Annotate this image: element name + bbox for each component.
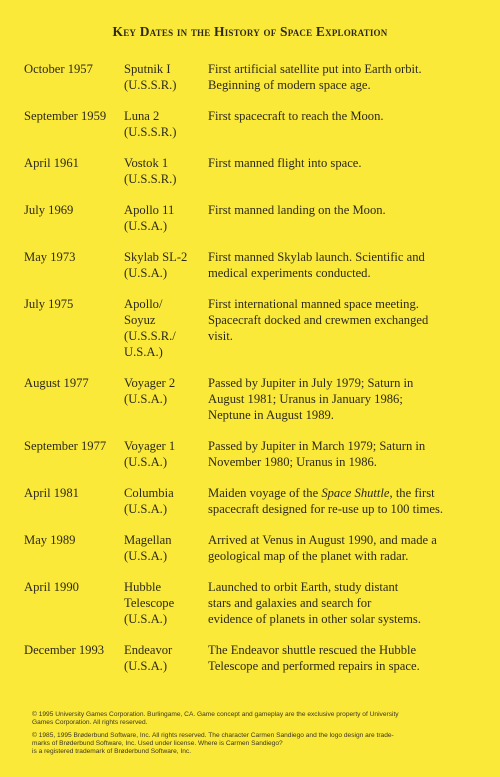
spacecraft-line: Magellan xyxy=(124,533,172,547)
event-date: October 1957 xyxy=(24,62,93,76)
spacecraft-line: (U.S.A.) xyxy=(124,502,168,516)
event-description xyxy=(208,296,483,344)
event-description xyxy=(208,61,483,93)
spacecraft-line: U.S.A.) xyxy=(124,345,163,359)
event-spacecraft xyxy=(124,485,208,517)
spacecraft-line: Telescope xyxy=(124,596,175,610)
event-spacecraft xyxy=(124,579,208,627)
spacecraft-line: Apollo/ xyxy=(124,297,163,311)
timeline-row xyxy=(24,485,484,517)
spacecraft-line: (U.S.S.R./ xyxy=(124,329,176,343)
spacecraft-line: Voyager 1 xyxy=(124,439,176,453)
event-date: July 1969 xyxy=(24,203,74,217)
event-spacecraft xyxy=(124,438,208,470)
copyright-line: Games Corporation. All rights reserved. xyxy=(32,719,148,726)
event-spacecraft xyxy=(124,155,208,187)
event-description xyxy=(208,249,483,281)
timeline-row xyxy=(24,61,484,93)
copyright-paragraph xyxy=(32,711,482,727)
spacecraft-line: (U.S.A.) xyxy=(124,612,168,626)
event-spacecraft xyxy=(124,61,208,93)
timeline-row xyxy=(24,296,484,360)
description-line: Maiden voyage of the Space Shuttle, the first xyxy=(208,486,435,500)
event-description xyxy=(208,155,483,171)
event-description xyxy=(208,438,483,470)
event-description xyxy=(208,579,483,627)
timeline-row xyxy=(24,249,484,281)
spacecraft-line: (U.S.S.R.) xyxy=(124,125,177,139)
spacecraft-line: (U.S.A.) xyxy=(124,392,168,406)
spacecraft-line: (U.S.S.R.) xyxy=(124,172,177,186)
event-spacecraft xyxy=(124,375,208,407)
copyright-line: is a registered trademark of Brøderbund Software, Inc. xyxy=(32,748,192,755)
description-line: First international manned space meeting. xyxy=(208,297,419,311)
description-line: geological map of the planet with radar. xyxy=(208,549,409,563)
spacecraft-line: Voyager 2 xyxy=(124,376,176,390)
event-description xyxy=(208,375,483,423)
spacecraft-line: Sputnik I xyxy=(124,62,171,76)
event-spacecraft xyxy=(124,532,208,564)
spacecraft-line: Columbia xyxy=(124,486,174,500)
description-line: First artificial satellite put into Earth orbit. xyxy=(208,62,422,76)
spacecraft-line: Vostok 1 xyxy=(124,156,169,170)
copyright-footer xyxy=(32,711,482,761)
description-line: stars and galaxies and search for xyxy=(208,596,372,610)
timeline-row xyxy=(24,642,484,674)
spacecraft-line: (U.S.A.) xyxy=(124,219,168,233)
spacecraft-line: Apollo 11 xyxy=(124,203,175,217)
description-line: August 1981; Uranus in January 1986; xyxy=(208,392,403,406)
event-spacecraft xyxy=(124,202,208,234)
event-date: April 1961 xyxy=(24,156,79,170)
event-date: July 1975 xyxy=(24,297,74,311)
description-line: Beginning of modern space age. xyxy=(208,78,371,92)
description-line: Launched to orbit Earth, study distant xyxy=(208,580,399,594)
timeline-list xyxy=(24,61,484,689)
description-line: spacecraft designed for re-use up to 100 times. xyxy=(208,502,444,516)
timeline-row xyxy=(24,108,484,140)
timeline-row xyxy=(24,202,484,234)
event-spacecraft xyxy=(124,249,208,281)
spacecraft-line: Hubble xyxy=(124,580,162,594)
spacecraft-line: Soyuz xyxy=(124,313,156,327)
event-spacecraft xyxy=(124,108,208,140)
description-line: Telescope and performed repairs in space. xyxy=(208,659,420,673)
event-date: September 1959 xyxy=(24,109,107,123)
event-date: April 1990 xyxy=(24,580,79,594)
description-line: evidence of planets in other solar systems. xyxy=(208,612,421,626)
description-line: First manned flight into space. xyxy=(208,156,362,170)
event-description xyxy=(208,108,483,124)
spacecraft-line: (U.S.A.) xyxy=(124,266,168,280)
event-date: August 1977 xyxy=(24,376,89,390)
description-line: First spacecraft to reach the Moon. xyxy=(208,109,384,123)
timeline-row xyxy=(24,375,484,423)
description-line: Spacecraft docked and crewmen exchanged xyxy=(208,313,429,327)
description-line: The Endeavor shuttle rescued the Hubble xyxy=(208,643,417,657)
event-description xyxy=(208,485,483,517)
description-line: visit. xyxy=(208,329,233,343)
description-line: medical experiments conducted. xyxy=(208,266,371,280)
description-line: Neptune in August 1989. xyxy=(208,408,334,422)
event-spacecraft xyxy=(124,642,208,674)
description-line: Passed by Jupiter in March 1979; Saturn in xyxy=(208,439,426,453)
spacecraft-line: (U.S.S.R.) xyxy=(124,78,177,92)
page-title: Key Dates in the History of Space Exploration xyxy=(112,24,388,39)
spacecraft-line: (U.S.A.) xyxy=(124,549,168,563)
description-line: Arrived at Venus in August 1990, and made a xyxy=(208,533,437,547)
spacecraft-line: Luna 2 xyxy=(124,109,160,123)
description-line: First manned Skylab launch. Scientific and xyxy=(208,250,425,264)
event-description xyxy=(208,202,483,218)
event-description xyxy=(208,532,483,564)
description-line: Passed by Jupiter in July 1979; Saturn in xyxy=(208,376,414,390)
description-line: First manned landing on the Moon. xyxy=(208,203,386,217)
event-date: April 1981 xyxy=(24,486,79,500)
timeline-row xyxy=(24,438,484,470)
copyright-paragraph xyxy=(32,732,482,756)
event-date: December 1993 xyxy=(24,643,105,657)
event-description xyxy=(208,642,483,674)
copyright-line: marks of Brøderbund Software, Inc. Used under license. Where is Carmen Sandiego? xyxy=(32,740,283,747)
event-date: May 1973 xyxy=(24,250,76,264)
spacecraft-line: (U.S.A.) xyxy=(124,455,168,469)
spacecraft-line: Skylab SL-2 xyxy=(124,250,188,264)
spacecraft-line: (U.S.A.) xyxy=(124,659,168,673)
event-date: September 1977 xyxy=(24,439,107,453)
description-line: November 1980; Uranus in 1986. xyxy=(208,455,377,469)
event-spacecraft xyxy=(124,296,208,360)
copyright-line: © 1995 University Games Corporation. Burlingame, CA. Game concept and gameplay are the exclusive property of University xyxy=(32,711,399,718)
timeline-row xyxy=(24,579,484,627)
timeline-row xyxy=(24,155,484,187)
timeline-row xyxy=(24,532,484,564)
event-date: May 1989 xyxy=(24,533,76,547)
copyright-line: © 1985, 1995 Brøderbund Software, Inc. All rights reserved. The character Carmen Sandiego and the logo design are trade- xyxy=(32,732,394,739)
spacecraft-line: Endeavor xyxy=(124,643,173,657)
